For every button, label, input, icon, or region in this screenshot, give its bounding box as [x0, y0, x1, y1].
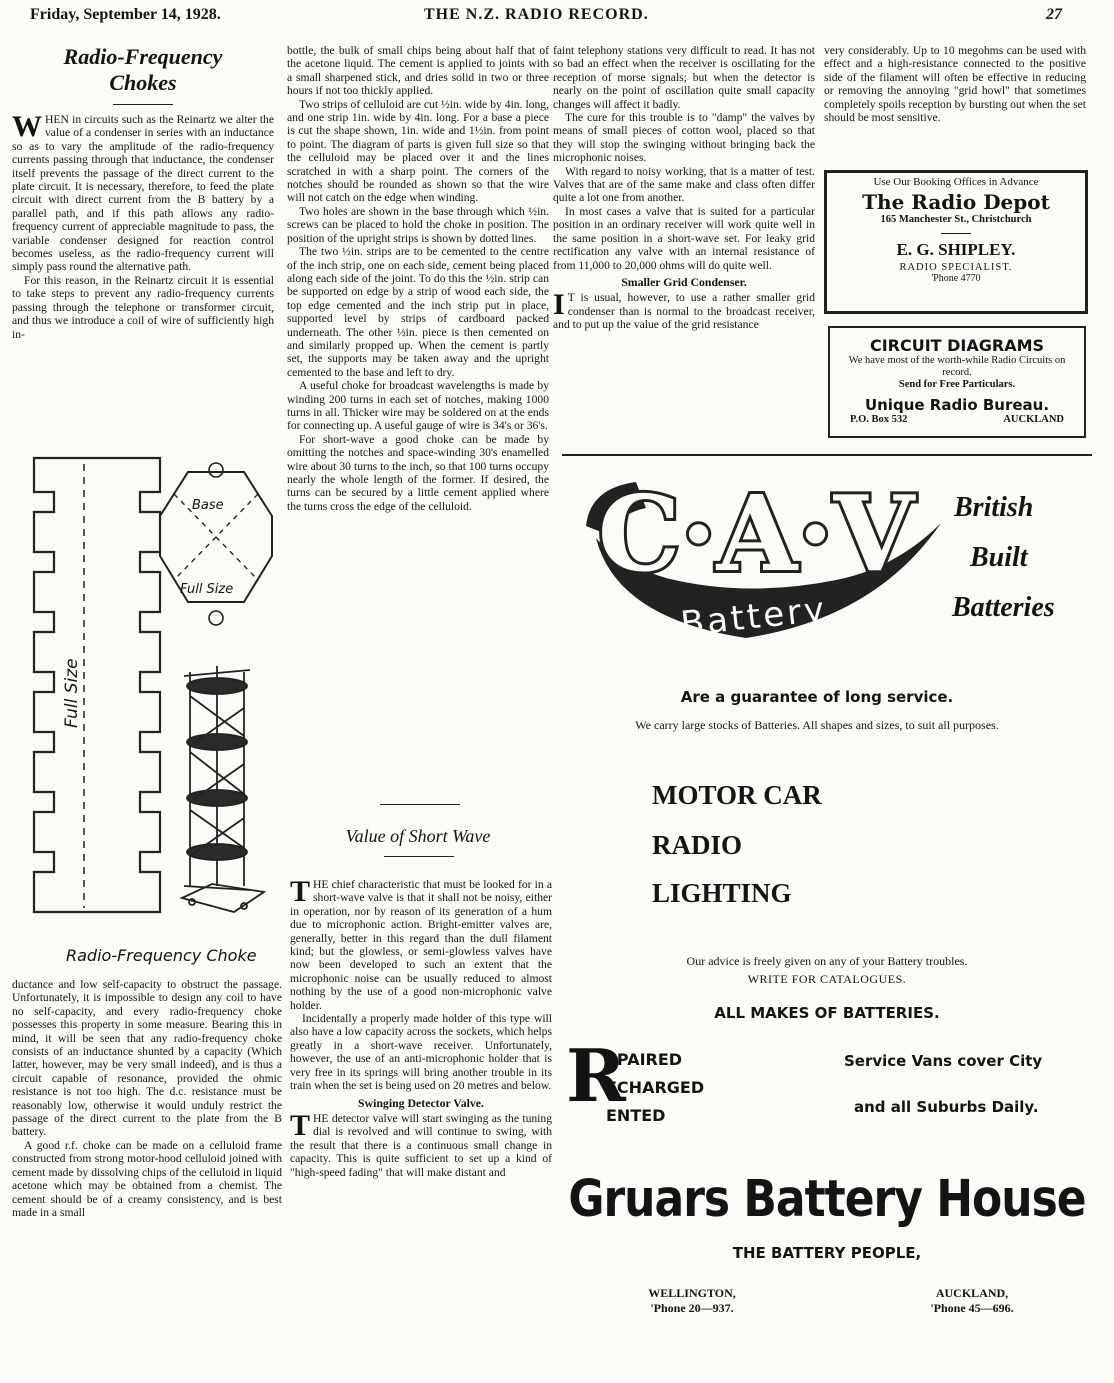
paragraph: Incidentally a properly made holder of this type will also have a low capacity across the sockets, which helps greatly in a short-wave receiver. Unfortunately, however, the use of an anti-microphonic holder that is very free in its springs will bring another trouble in its train when the set is being used on 20 metres and below. — [290, 1012, 552, 1093]
article-short-wave — [290, 875, 552, 1179]
tagline-british: British — [954, 492, 1034, 523]
all-makes-line: ALL MAKES OF BATTERIES. — [714, 1004, 940, 1022]
drop-cap: W — [12, 110, 42, 143]
ad-line: Use Our Booking Offices in Advance — [873, 176, 1039, 188]
stocks-line: We carry large stocks of Batteries. All shapes and sizes, to suit all purposes. — [635, 718, 999, 732]
paragraph: Two holes are shown in the base through which ½in. screws can be placed to hold the choke in position. The position of the upright strips is shown by dotted lines. — [287, 204, 549, 245]
product-radio: RADIO — [652, 830, 743, 860]
tagline-built: Built — [970, 542, 1028, 573]
wellington-city: WELLINGTON, — [648, 1286, 736, 1300]
tagline-batteries: Batteries — [952, 592, 1055, 623]
product-motor-car: MOTOR CAR — [652, 780, 822, 810]
label-full-size-tall: Full Size — [62, 658, 82, 728]
article-chokes-top — [12, 44, 274, 341]
paragraph: The cure for this trouble is to "damp" the valves by means of small pieces of cotton wool, placed so that they will stop the swinging without bringing back the microphonic noises. — [553, 111, 815, 165]
article-chokes-col2 — [287, 44, 549, 513]
gruars-house-name: Gruars Battery House — [568, 1170, 1086, 1229]
article-title-short-wave: Value of Short Wave — [345, 826, 491, 846]
advice-line: Our advice is freely given on any of your Battery troubles. — [686, 954, 968, 968]
cav-logo-text: C·A·V — [597, 472, 915, 595]
ad-cav-batteries — [562, 454, 1092, 1376]
article-short-wave-col3 — [553, 44, 815, 332]
label-base: Base — [192, 498, 224, 513]
wellington-phone: 'Phone 20—937. — [650, 1301, 734, 1315]
drop-cap: I — [553, 288, 565, 322]
ad-radio-depot — [824, 170, 1088, 314]
paragraph: With regard to noisy working, that is a matter of test. Valves that are of the same make and class often differ quite a lot one from another. — [553, 164, 815, 205]
figure-caption: Radio-Frequency Choke — [66, 946, 257, 965]
service-recharged: ECHARGED — [606, 1078, 705, 1097]
ad-line: We have most of the worth-while Radio Circuits on record. — [848, 355, 1066, 378]
subheading-swinging: Swinging Detector Valve. — [358, 1095, 484, 1110]
write-line: WRITE FOR CATALOGUES. — [747, 972, 907, 986]
subheading-grid-condenser: Smaller Grid Condenser. — [621, 274, 747, 289]
service-vans-line2: and all Suburbs Daily. — [854, 1098, 1039, 1116]
ad-role: RADIO SPECIALIST. — [899, 262, 1013, 273]
paragraph: T is usual, however, to use a rather smaller grid condenser than is normal to the broadcast receiver, and to put up the value of the grid resistance — [553, 291, 815, 332]
ad-line: Send for Free Particulars. — [898, 379, 1016, 390]
paragraph: HEN in circuits such as the Reinartz we alter the value of a condenser in series with an inductance so as to vary the amplitude of the radio-frequency currents passing through that inductance, the condenser itself prevents the passage of the direct current to the plate circuit. It is necessary, therefore, to feed the plate circuit with direct current from the B battery by a parallel path, and if this path allows any radio-frequency current of appreciable magnitude to pass, the variable condenser designed for reaction control becomes useless, as the radio-frequency current will simply pass round the alternative path. — [12, 113, 274, 274]
ad-address: 165 Manchester St., Christchurch — [880, 214, 1032, 225]
paragraph: In most cases a valve that is suited for a particular position in an ordinary receiver will work quite well in the same position in a short-wave set. For leaky grid rectification any valve with an internal resistance of from 11,000 to 20,000 ohms will do quite well. — [553, 204, 815, 272]
paragraph: Two strips of celluloid are cut ½in. wide by 4in. long, and one strip 1in. wide by 4in. long. For a base a piece is cut the shape shown, 1in. wide and 1½in. from point to point. The diagram of parts is given full size so that the celluloid may be placed over it and the lines scratched in with a sharp point. The corners of the notches should be rounded as shown so that the wire will not catch on the edge when winding. — [287, 97, 549, 205]
paragraph: bottle, the bulk of small chips being about half that of the acetone liquid. The cement is applied to joints with a small sharpened stick, and dries solid in two or three hours if not too thickly applied. — [287, 44, 549, 98]
paragraph: The two ½in. strips are to be cemented to the centre of the inch strip, one on each side, cement being placed along each side of the joint. To do this the ½in. strip can be supported on edge by a strip of wood each side, the top edge cemented and the inch strip put in place, supported level by strips of cardboard packed underneath. The other ½in. piece is then cemented on and similarly propped up. When the cement is partly set, the supports may be taken away and the upright cemented to the base and left to dry. — [287, 245, 549, 379]
cav-logo — [576, 468, 956, 648]
issue-date: Friday, September 14, 1928. — [30, 6, 221, 23]
paragraph: A useful choke for broadcast wavelengths is made by winding 200 turns in each set of notches, making 1000 turns in all. Thicker wire may be soldered on at the ends for connecting up. A useful gauge of wire is 34's or 36's. — [287, 379, 549, 433]
drop-cap: T — [290, 1108, 311, 1142]
guarantee-line: Are a guarantee of long service. — [680, 688, 954, 706]
paragraph: very considerably. Up to 10 megohms can be used with effect and a high-resistance connected to the positive side of the filament will often be effective in reducing or removing the annoying "grid howl" that sometimes completely spoils reception by bursting out when the set should be most sensitive. — [824, 44, 1086, 125]
ad-shop-name: The Radio Depot — [862, 190, 1050, 214]
ad-business-name: Unique Radio Bureau. — [864, 396, 1050, 414]
service-rented: ENTED — [606, 1106, 666, 1125]
auckland-city: AUCKLAND, — [935, 1286, 1009, 1300]
big-r: R — [566, 1033, 626, 1118]
drop-cap: T — [290, 875, 311, 908]
ad-person: E. G. SHIPLEY. — [896, 240, 1016, 259]
paragraph: HE detector valve will start swinging as the tuning dial is revolved and will continue to swing, with the result that there is a continuous small change in capacity. This is quite sufficient to set up a kind of "high-speed fading" that will make distant and — [290, 1111, 552, 1179]
battery-people: THE BATTERY PEOPLE, — [732, 1244, 922, 1262]
cav-banner-text: Battery — [678, 589, 830, 645]
masthead: THE N.Z. RADIO RECORD. — [424, 6, 649, 23]
service-vans-line1: Service Vans cover City — [844, 1052, 1043, 1070]
ad-city: AUCKLAND — [1003, 414, 1064, 425]
page-number: 27 — [1046, 6, 1062, 23]
service-repaired: EPAIRED — [606, 1050, 683, 1069]
paragraph: For short-wave a good choke can be made by omitting the notches and space-winding 30's enamelled wire about 30 turns to the inch, so that 100 turns occupy nearly the whole length of the former. If desired, the turns can be secured by a little cement applied where the turns cross the edge of the celluloid. — [287, 432, 549, 513]
article-short-wave-col4 — [824, 44, 1086, 124]
ad-phone: 'Phone 4770 — [931, 273, 981, 284]
product-lighting: LIGHTING — [652, 878, 792, 908]
ad-po-box: P.O. Box 532 — [850, 414, 908, 425]
article-title-line1: Radio-Frequency — [63, 44, 223, 69]
choke-diagram — [12, 446, 284, 976]
auckland-phone: 'Phone 45—696. — [930, 1301, 1014, 1315]
paragraph: A good r.f. choke can be made on a celluloid frame constructed from strong motor-hood celluloid joined with cement made by dissolving chips of the celluloid in liquid acetone which may be obtained from a chemist. The cement should be of a creamy consistency, and is best made in a small — [12, 1138, 282, 1219]
paragraph: For this reason, in the Reinartz circuit it is essential to take steps to prevent any radio-frequency currents passing through the telephone or transformer circuit, and thus we introduce a coil of wire of sufficiently high in- — [12, 273, 274, 341]
choke-figure — [12, 446, 284, 976]
paragraph: HE chief characteristic that must be looked for in a short-wave valve is that it shall not be noisy, either in operation, nor by reason of its generation of a hum due to microphonic action. Bright-emitter valves are, generally, better in this regard than the dull filament kind; but the glowless, or semi-glowless valves have now been developed to such an extent that the microphonic noise can be usually reduced to almost nothing by the use of a good non-microphonic valve holder. — [290, 878, 552, 1012]
label-full-size-small: Full Size — [180, 582, 234, 597]
paragraph: faint telephony stations very difficult to read. It has not so bad an effect when the receiver is oscillating for the reception of morse signals; but when the detector is nearly on the point of oscillation quite small capacity changes will affect it badly. — [553, 44, 815, 111]
ad-circuit-diagrams — [828, 326, 1086, 438]
article-title-line2: Chokes — [109, 70, 177, 95]
paragraph: ductance and low self-capacity to obstruct the passage. Unfortunately, it is impossible to design any coil to have no self-capacity, and every radio-frequency choke possesses this property in some measure. Bearing this in mind, it will be seen that any radio-frequency choke consists of an inductance shunted by a capacity (Which latter, however, may be very small indeed), and is thus a circuit capable of resonance, provided the ohmic resistance is not too high. The d.c. resistance must be reasonably low, otherwise it would unduly restrict the passage of the direct current to the plate from the B battery. — [12, 978, 282, 1139]
ad-title: CIRCUIT DIAGRAMS — [869, 336, 1045, 355]
article-chokes-bottom — [12, 978, 282, 1219]
